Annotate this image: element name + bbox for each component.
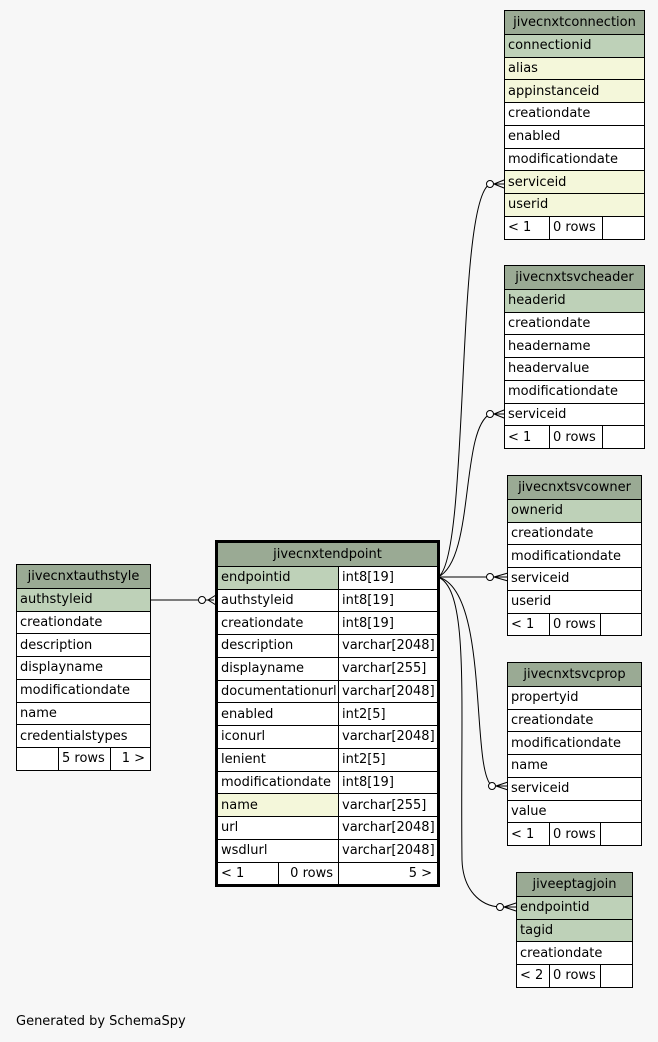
column-name: modificationdate (20, 683, 130, 699)
table-footer (505, 425, 644, 448)
table-footer (517, 964, 632, 987)
column-row (508, 590, 641, 613)
column-row (218, 680, 437, 703)
column-row (505, 170, 644, 193)
column-row (508, 686, 641, 709)
column-row (505, 193, 644, 216)
column-name: enabled (221, 706, 274, 722)
column-row (508, 777, 641, 800)
column-row (218, 793, 437, 816)
column-type: int8[19] (338, 612, 437, 634)
table-footer (17, 747, 150, 770)
column-name: userid (511, 594, 552, 610)
table-jivecnxtsvcheader[interactable] (504, 265, 645, 449)
column-row (517, 896, 632, 919)
footer-row-count: 5 rows (58, 748, 110, 770)
column-type: varchar[255] (338, 794, 437, 816)
footer-nav-next[interactable]: 1 > (110, 748, 150, 770)
footer-nav-next (600, 614, 641, 636)
column-row (505, 57, 644, 80)
edge-endpoint-connection (438, 184, 490, 577)
column-type: int8[19] (338, 590, 437, 612)
edge-endpoint-svcprop (438, 577, 492, 786)
column-name: wsdlurl (221, 843, 268, 859)
column-type: varchar[2048] (338, 635, 437, 657)
edge-endpoint-svcheader (438, 414, 490, 577)
table-title: jivecnxtauthstyle (27, 568, 140, 584)
column-name: headervalue (508, 361, 590, 377)
column-row (218, 702, 437, 725)
table-header[interactable] (505, 266, 644, 289)
column-row (505, 380, 644, 403)
column-name: endpointid (218, 567, 338, 589)
column-name: serviceid (511, 571, 570, 587)
column-name: description (221, 638, 294, 654)
footer-row-count: 0 rows (549, 823, 600, 845)
table-footer (508, 822, 641, 845)
table-title: jivecnxtsvcowner (518, 479, 631, 495)
column-type: varchar[2048] (338, 681, 437, 703)
table-jiveeptagjoin[interactable] (516, 872, 633, 988)
column-name: creationdate (520, 945, 603, 961)
column-name: creationdate (508, 106, 591, 122)
column-row (508, 544, 641, 567)
column-name: creationdate (511, 712, 594, 728)
column-name: connectionid (505, 35, 644, 57)
column-name: authstyleid (221, 592, 294, 608)
column-name: modificationdate (511, 548, 621, 564)
column-row (517, 919, 632, 942)
footer-nav-prev (17, 748, 58, 770)
column-row (17, 702, 150, 725)
footer-row-count: 0 rows (549, 426, 602, 448)
table-header[interactable] (505, 11, 644, 34)
column-row (508, 800, 641, 823)
footer-nav-prev[interactable]: < 2 (520, 968, 544, 984)
column-name: propertyid (511, 690, 579, 706)
table-header[interactable] (517, 873, 632, 896)
column-name: authstyleid (17, 589, 150, 611)
column-row (508, 709, 641, 732)
column-name: modificationdate (508, 384, 618, 400)
footer-row-count: 0 rows (549, 217, 602, 239)
table-header[interactable] (218, 543, 437, 566)
column-row (218, 839, 437, 862)
column-name: name (218, 794, 338, 816)
footer-nav-prev[interactable]: < 1 (511, 826, 535, 842)
column-row (517, 941, 632, 964)
column-name: modificationdate (511, 735, 621, 751)
column-type: varchar[255] (338, 658, 437, 680)
footer-nav-next (600, 823, 641, 845)
column-row (505, 102, 644, 125)
column-row (218, 566, 437, 589)
column-name: creationdate (511, 525, 594, 541)
column-row (508, 522, 641, 545)
footer-row-count: 0 rows (549, 614, 600, 636)
footer-nav-prev[interactable]: < 1 (508, 429, 532, 445)
column-name: url (221, 820, 239, 836)
column-type: varchar[2048] (338, 817, 437, 839)
column-row (508, 731, 641, 754)
footer-nav-next (602, 426, 644, 448)
table-title: jivecnxtconnection (513, 14, 636, 30)
table-footer (508, 613, 641, 636)
column-name: modificationdate (221, 774, 331, 790)
table-footer (218, 862, 437, 885)
column-row (218, 589, 437, 612)
column-name: headername (508, 338, 591, 354)
column-name: name (20, 705, 57, 721)
column-name: displayname (20, 660, 104, 676)
column-name: documentationurl (221, 683, 337, 699)
column-row (218, 725, 437, 748)
column-name: displayname (221, 661, 305, 677)
column-name: serviceid (505, 171, 644, 193)
table-footer (505, 216, 644, 239)
column-row (218, 634, 437, 657)
column-row (218, 771, 437, 794)
table-jivecnxtendpoint[interactable] (215, 540, 440, 887)
footer-row-count: 0 rows (278, 863, 338, 885)
column-row (218, 657, 437, 680)
column-name: creationdate (20, 614, 103, 630)
column-row (505, 289, 644, 312)
footer-nav-next (602, 217, 644, 239)
column-row (505, 148, 644, 171)
column-name: userid (505, 194, 644, 216)
column-name: enabled (508, 129, 561, 145)
column-type: int2[5] (338, 703, 437, 725)
table-header[interactable] (508, 663, 641, 686)
table-header[interactable] (17, 565, 150, 588)
column-row (505, 403, 644, 426)
column-name: modificationdate (508, 151, 618, 167)
column-row (17, 633, 150, 656)
table-jivecnxtauthstyle[interactable] (16, 564, 151, 771)
column-type: int8[19] (338, 567, 437, 589)
column-name: tagid (517, 920, 632, 942)
footer-nav-prev[interactable]: < 1 (508, 220, 532, 236)
column-name: name (511, 758, 548, 774)
table-jivecnxtsvcowner[interactable] (507, 475, 642, 636)
column-name: headerid (505, 290, 644, 312)
column-name: alias (505, 58, 644, 80)
column-name: creationdate (221, 615, 304, 631)
generated-by-caption: Generated by SchemaSpy (16, 1014, 186, 1029)
table-title: jiveeptagjoin (532, 876, 617, 892)
column-row (505, 34, 644, 57)
column-name: endpointid (517, 897, 632, 919)
column-name: appinstanceid (505, 80, 644, 102)
column-type: int2[5] (338, 749, 437, 771)
table-header[interactable] (508, 476, 641, 499)
column-name: lenient (221, 752, 266, 768)
footer-nav-prev[interactable]: < 1 (511, 616, 535, 632)
column-name: ownerid (508, 500, 641, 522)
column-name: credentialstypes (20, 728, 128, 744)
column-name: serviceid (508, 406, 567, 422)
table-jivecnxtconnection[interactable] (504, 10, 645, 240)
column-row (17, 656, 150, 679)
column-row (218, 611, 437, 634)
footer-row-count: 0 rows (549, 965, 600, 987)
footer-nav-next[interactable]: 5 > (338, 863, 437, 885)
table-jivecnxtsvcprop[interactable] (507, 662, 642, 846)
column-name: iconurl (221, 729, 266, 745)
column-row (508, 499, 641, 522)
table-title: jivecnxtendpoint (273, 546, 382, 562)
footer-nav-next (600, 965, 632, 987)
column-row (17, 611, 150, 634)
column-type: varchar[2048] (338, 726, 437, 748)
table-title: jivecnxtsvcheader (515, 269, 634, 285)
column-row (505, 357, 644, 380)
column-type: varchar[2048] (338, 840, 437, 862)
column-name: serviceid (511, 781, 570, 797)
column-name: value (511, 803, 547, 819)
column-row (17, 679, 150, 702)
column-row (218, 748, 437, 771)
column-row (505, 125, 644, 148)
column-row (17, 724, 150, 747)
column-row (508, 567, 641, 590)
column-name: description (20, 637, 93, 653)
column-row (508, 754, 641, 777)
column-row (218, 816, 437, 839)
footer-nav-prev[interactable]: < 1 (221, 865, 245, 881)
column-row (17, 588, 150, 611)
column-row (505, 334, 644, 357)
column-row (505, 79, 644, 102)
column-name: creationdate (508, 315, 591, 331)
column-type: int8[19] (338, 772, 437, 794)
column-row (505, 312, 644, 335)
table-title: jivecnxtsvcprop (523, 666, 626, 682)
